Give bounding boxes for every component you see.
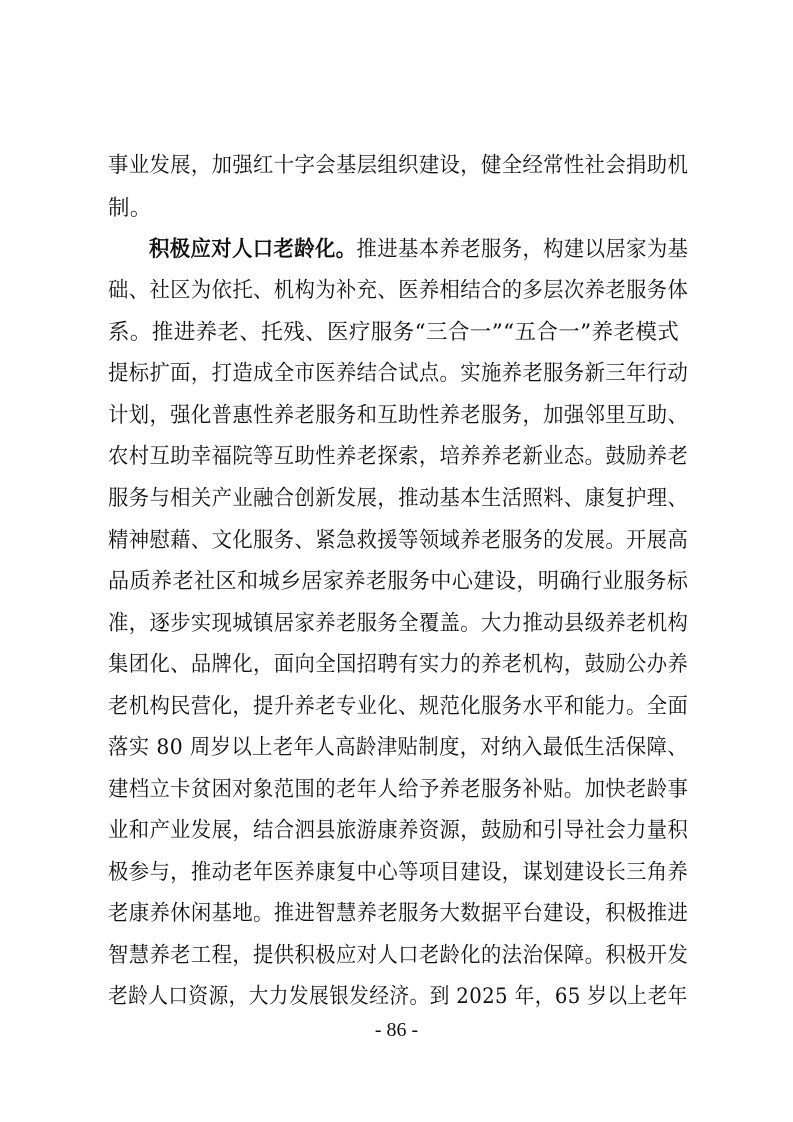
body-text-line: 系。推进养老、托残、医疗服务“三合一”“五合一”养老模式 [108,320,680,345]
body-text-line: 智慧养老工程，提供积极应对人口老龄化的法治保障。积极开发 [108,943,689,968]
body-text-line: 老机构民营化，提升养老专业化、规范化服务水平和能力。全面 [108,694,689,719]
body-text-line: 老康养休闲基地。推进智慧养老服务大数据平台建设，积极推进 [108,901,689,926]
body-text-line: 建档立卡贫困对象范围的老年人给予养老服务补贴。加快老龄事 [108,777,689,802]
body-text-line: 提标扩面，打造成全市医养结合试点。实施养老服务新三年行动 [108,361,689,386]
body-text-line: 落实 80 周岁以上老年人高龄津贴制度，对纳入最低生活保障、 [108,735,689,760]
body-text-line [149,236,688,264]
body-text-line: 老龄人口资源，大力发展银发经济。到 2025 年，65 岁以上老年 [108,984,688,1009]
body-text: 推进基本养老服务，构建以居家为基 [356,237,689,262]
body-text-line: 业和产业发展，结合泗县旅游康养资源，鼓励和引导社会力量积 [108,818,689,843]
body-text-line: 精神慰藉、文化服务、紧急救援等领域养老服务的发展。开展高 [108,528,689,553]
body-text-line: 农村互助幸福院等互助性养老探索，培养养老新业态。鼓励养老 [108,444,689,469]
body-text-line: 服务与相关产业融合创新发展，推动基本生活照料、康复护理、 [108,486,689,511]
body-text-line: 集团化、品牌化，面向全国招聘有实力的养老机构，鼓励公办养 [108,652,689,677]
page-number: - 86 - [374,1019,419,1041]
body-text-line: 础、社区为依托、机构为补充、医养相结合的多层次养老服务体 [108,278,689,303]
body-text-line: 事业发展，加强红十字会基层组织建设，健全经常性社会捐助机 [108,153,689,178]
body-text-line: 计划，强化普惠性养老服务和互助性养老服务，加强邻里互助、 [108,403,689,428]
body-text-line: 品质养老社区和城乡居家养老服务中心建设，明确行业服务标 [108,569,689,594]
body-text-line: 极参与，推动老年医养康复中心等项目建设，谋划建设长三角养 [108,860,689,885]
body-text-line: 准，逐步实现城镇居家养老服务全覆盖。大力推动县级养老机构 [108,611,689,636]
section-heading: 积极应对人口老龄化。 [149,237,357,262]
body-text-line: 制。 [108,196,152,221]
